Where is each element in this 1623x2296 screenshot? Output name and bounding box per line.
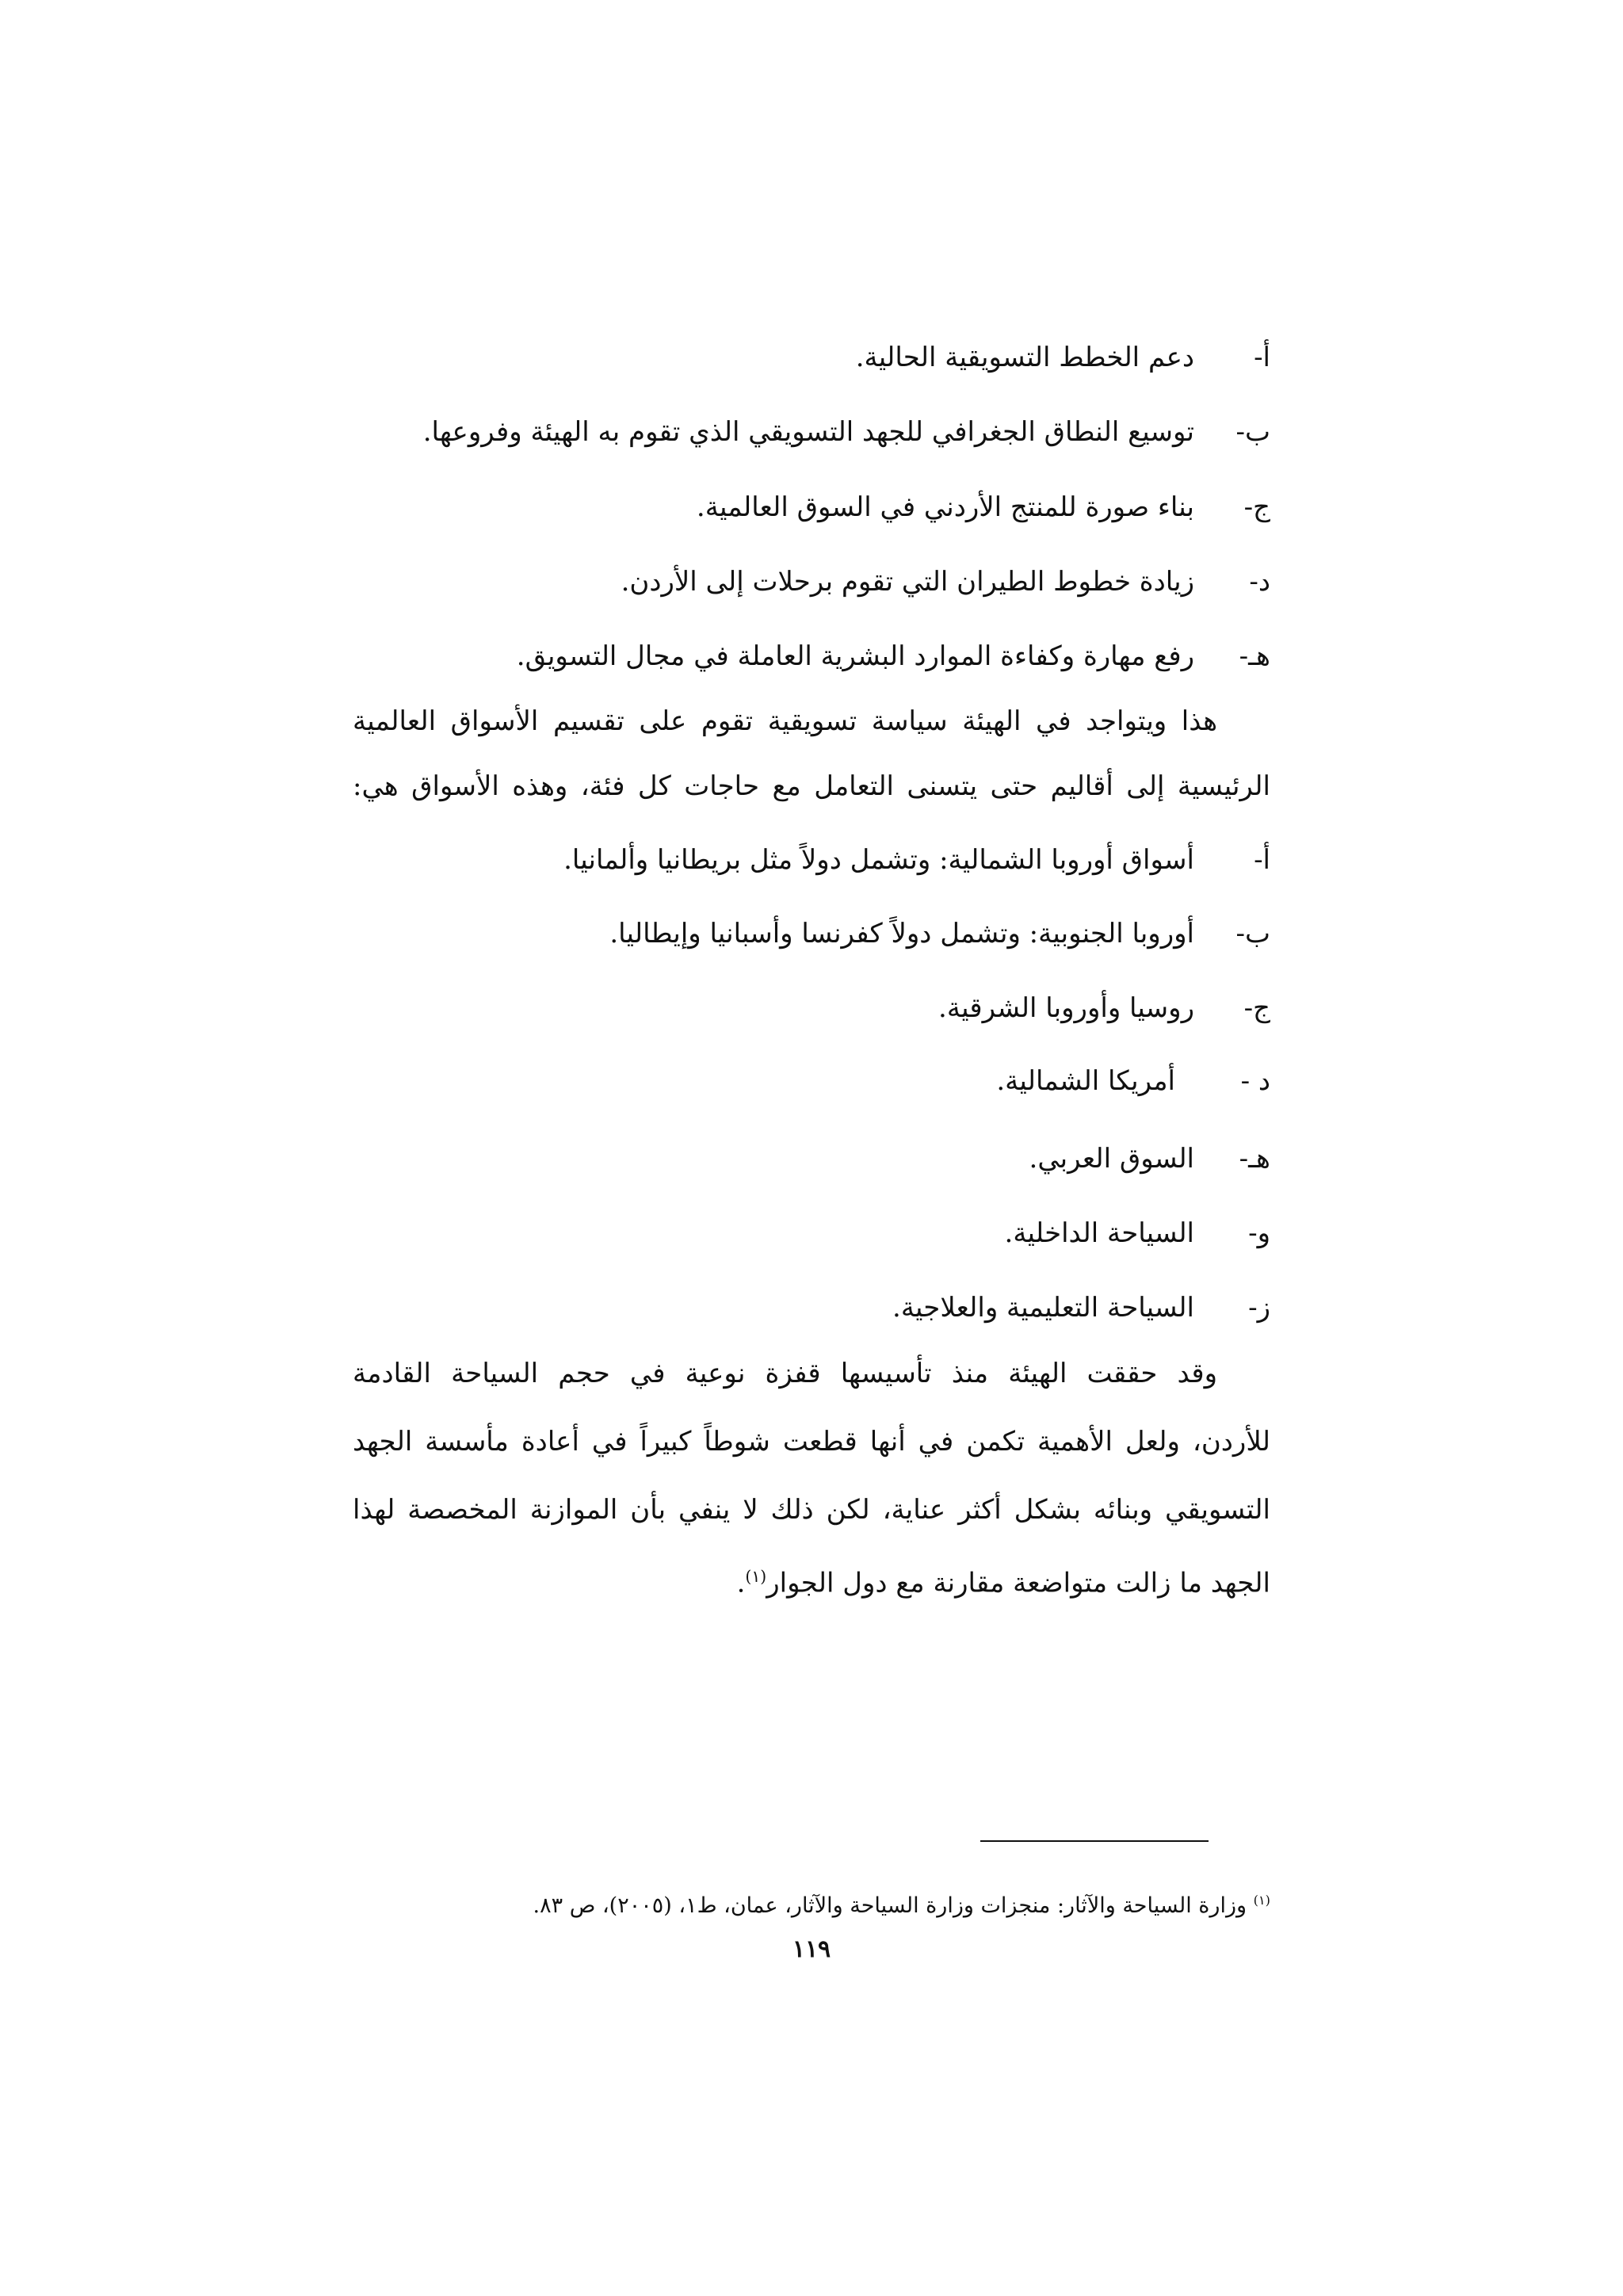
paragraph1-line1: هذا ويتواجد في الهيئة سياسة تسويقية تقوم على تقسيم الأسواق العالمية [353,705,1217,737]
list-marker: ز- [1248,1292,1270,1324]
paragraph2-line4 [737,1545,1270,1608]
list-item-text: توسيع النطاق الجغرافي للجهد التسويقي الذي تقوم به الهيئة وفروعها. [422,416,1194,448]
paragraph1-line2: الرئيسية إلى أقاليم حتى يتسنى التعامل مع حاجات كل فئة، وهذه الأسواق هي: [353,770,1270,802]
list-item-text: أوروبا الجنوبية: وتشمل دولاً كفرنسا وأسبانيا وإيطاليا. [609,918,1194,949]
paragraph2-line1: وقد حققت الهيئة منذ تأسيسها قفزة نوعية في حجم السياحة القادمة [353,1358,1217,1389]
list-marker: هـ- [1239,1143,1270,1175]
footnote-reference[interactable]: (١) [745,1567,767,1586]
paragraph2-line2: للأردن، ولعل الأهمية تكمن في أنها قطعت شوطاً كبيراً في أعادة مأسسة الجهد [353,1426,1270,1457]
list-item-text: روسيا وأوروبا الشرقية. [938,992,1194,1024]
footnote-text: وزارة السياحة والآثار: منجزات وزارة السياحة والآثار، عمان، ط١، (٢٠٠٥)، ص ٨٣. [533,1893,1247,1918]
footnote-mark: (١) [1253,1893,1270,1908]
list-marker: ب- [1235,416,1270,448]
page-number: ١١٩ [792,1935,831,1963]
list-item-text: رفع مهارة وكفاءة الموارد البشرية العاملة في مجال التسويق. [516,640,1194,672]
list-marker: أ- [1254,342,1270,373]
list1-item-a [856,326,1270,389]
list2-item-g [892,1276,1270,1339]
list-item-text: دعم الخطط التسويقية الحالية. [855,342,1194,373]
list2-item-a [563,828,1270,892]
list2-item-d [996,1049,1270,1113]
list-marker: و- [1248,1217,1270,1249]
list-item-text: أمريكا الشمالية. [996,1065,1175,1097]
footnote [533,1877,1270,1924]
list2-item-e [1029,1127,1270,1190]
list-marker: ج- [1243,992,1270,1024]
list-marker: أ- [1254,844,1270,876]
list-item-text: بناء صورة للمنتج الأردني في السوق العالمية. [696,491,1194,523]
list1-item-d [621,550,1270,613]
list1-item-b [423,400,1270,464]
list-marker: ج- [1243,491,1270,523]
list-item-text: السياحة الداخلية. [1004,1217,1194,1249]
footnote-separator [980,1840,1209,1842]
paragraph2-line3: التسويقي وبنائه بشكل أكثر عناية، لكن ذلك لا ينفي بأن الموازنة المخصصة لهذا [353,1494,1270,1526]
list-marker: د - [1240,1065,1270,1097]
list2-item-c [938,976,1270,1040]
list-marker: هـ- [1239,640,1270,672]
list-item-text: السياحة التعليمية والعلاجية. [892,1292,1194,1324]
paragraph2-line4-text: الجهد ما زالت متواضعة مقارنة مع دول الجوار [766,1567,1270,1599]
list1-item-c [697,476,1270,539]
list2-item-b [609,902,1270,965]
list-marker: ب- [1235,918,1270,949]
list-marker: د- [1249,566,1270,598]
list-item-text: أسواق أوروبا الشمالية: وتشمل دولاً مثل بريطانيا وألمانيا. [563,844,1194,876]
paragraph2-line4-end: . [736,1567,746,1599]
list-item-text: زيادة خطوط الطيران التي تقوم برحلات إلى الأردن. [621,566,1194,598]
list2-item-f [1005,1201,1270,1265]
list1-item-e [517,625,1270,688]
list-item-text: السوق العربي. [1029,1143,1194,1175]
